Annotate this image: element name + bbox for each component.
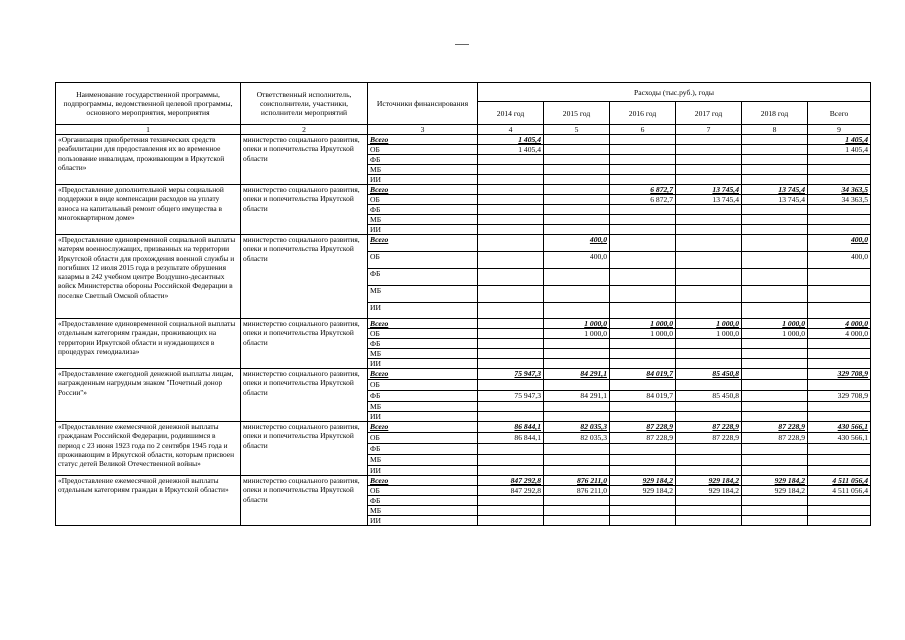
- expense-value: [808, 349, 871, 359]
- expense-value: [478, 252, 544, 269]
- expense-value: [610, 155, 676, 165]
- expense-value: [742, 145, 808, 155]
- expense-value: 87 228,9: [610, 433, 676, 444]
- expense-value: [544, 195, 610, 205]
- expense-value: 929 184,2: [610, 476, 676, 486]
- table-row: [56, 135, 871, 145]
- expense-value: [544, 516, 610, 526]
- expense-value: [676, 496, 742, 506]
- expense-value: 13 745,4: [676, 195, 742, 205]
- expense-value: [478, 225, 544, 235]
- program-name: «Предоставление ежемесячной денежной выплаты гражданам Российской Федерации, родившимся в период с 23 июня 1923 года по 2 сентября 1945 года и проживающим в Иркутской области, которым присвоен статус детей Великой Отечественной войны»: [56, 422, 241, 476]
- funding-source: ОБ: [368, 252, 478, 269]
- expense-value: [610, 286, 676, 303]
- header-expenses: Расходы (тыс.руб.), годы: [478, 83, 871, 102]
- expense-value: 75 947,3: [478, 369, 544, 380]
- responsible-executor: министерство социального развития, опеки и попечительства Иркутской области: [241, 422, 368, 476]
- expense-value: [610, 380, 676, 391]
- expense-value: 430 566,1: [808, 433, 871, 444]
- program-name: «Предоставление единовременной социальной выплаты матерям военнослужащих, призванных на территории Иркутской области для прохождения военной службы и погибших 12 июля 2015 года в результате обрушения казармы в 242 учебном центре Воздушно-десантных войск Министерства обороны Российской Федерации в поселке Светлый Омской области»: [56, 235, 241, 319]
- expense-value: [544, 225, 610, 235]
- expense-value: [742, 175, 808, 185]
- expense-value: 84 019,7: [610, 369, 676, 380]
- expense-value: 1 000,0: [742, 329, 808, 339]
- responsible-executor: министерство социального развития, опеки и попечительства Иркутской области: [241, 135, 368, 185]
- responsible-executor: министерство социального развития, опеки и попечительства Иркутской области: [241, 369, 368, 422]
- expense-value: [478, 496, 544, 506]
- expense-value: [478, 185, 544, 195]
- expense-value: 4 000,0: [808, 329, 871, 339]
- header-year: 2017 год: [676, 102, 742, 125]
- funding-source: ИИ: [368, 516, 478, 526]
- expense-value: [808, 205, 871, 215]
- table-row: [56, 185, 871, 195]
- expense-value: [676, 175, 742, 185]
- expense-value: [610, 252, 676, 269]
- expense-value: [742, 286, 808, 303]
- expense-value: [610, 506, 676, 516]
- expense-value: [610, 135, 676, 145]
- expense-value: [676, 303, 742, 319]
- expense-value: [808, 496, 871, 506]
- expense-value: 847 292,8: [478, 476, 544, 486]
- expense-value: [676, 155, 742, 165]
- expense-value: 1 405,4: [808, 135, 871, 145]
- expense-value: 86 844,1: [478, 422, 544, 433]
- expense-value: [610, 402, 676, 412]
- funding-source: Всего: [368, 422, 478, 433]
- expense-value: [610, 455, 676, 466]
- expense-value: 1 000,0: [742, 319, 808, 329]
- expense-value: [544, 455, 610, 466]
- expense-value: 82 035,3: [544, 433, 610, 444]
- expense-value: [676, 225, 742, 235]
- expense-value: [610, 516, 676, 526]
- funding-source: ОБ: [368, 145, 478, 155]
- expense-value: [742, 466, 808, 476]
- expense-value: [808, 466, 871, 476]
- expense-value: [742, 215, 808, 225]
- expense-value: [676, 444, 742, 455]
- expense-value: [676, 235, 742, 252]
- expense-value: [808, 215, 871, 225]
- expense-value: 400,0: [808, 235, 871, 252]
- funding-source: ОБ: [368, 380, 478, 391]
- expense-value: [478, 466, 544, 476]
- funding-source: ИИ: [368, 175, 478, 185]
- expense-value: [808, 175, 871, 185]
- expense-value: [808, 506, 871, 516]
- column-number: 2: [241, 125, 368, 135]
- expense-value: 876 211,0: [544, 476, 610, 486]
- expense-value: [610, 205, 676, 215]
- expense-value: [808, 412, 871, 422]
- expense-value: 430 566,1: [808, 422, 871, 433]
- expense-value: 1 000,0: [676, 319, 742, 329]
- funding-source: ФБ: [368, 444, 478, 455]
- expense-value: [544, 444, 610, 455]
- program-name: «Предоставление единовременной социальной выплаты отдельным категориям граждан, проживающих на территории Иркутской области и нуждающихся в процедурах гемодиализа»: [56, 319, 241, 369]
- expense-value: [478, 286, 544, 303]
- expense-value: [676, 516, 742, 526]
- expense-value: 4 511 056,4: [808, 476, 871, 486]
- expense-value: [610, 412, 676, 422]
- funding-source: МБ: [368, 165, 478, 175]
- funding-source: ИИ: [368, 225, 478, 235]
- expense-value: [742, 402, 808, 412]
- expense-value: [808, 402, 871, 412]
- funding-source: ИИ: [368, 303, 478, 319]
- expense-value: [544, 205, 610, 215]
- expense-value: 82 035,3: [544, 422, 610, 433]
- expense-value: [478, 329, 544, 339]
- program-name: «Предоставление дополнительной меры социальной поддержки в виде компенсации расходов на уплату взноса на капитальный ремонт общего имущества в многоквартирном доме»: [56, 185, 241, 235]
- expense-value: [676, 215, 742, 225]
- expense-value: 87 228,9: [676, 422, 742, 433]
- expense-value: [478, 215, 544, 225]
- expense-value: [478, 349, 544, 359]
- header-year: 2018 год: [742, 102, 808, 125]
- expense-value: [676, 135, 742, 145]
- expense-value: 34 363,5: [808, 185, 871, 195]
- column-number: 6: [610, 125, 676, 135]
- expense-value: [808, 286, 871, 303]
- expense-value: [742, 303, 808, 319]
- expense-value: [544, 412, 610, 422]
- funding-source: МБ: [368, 402, 478, 412]
- expense-value: [544, 286, 610, 303]
- expense-value: [610, 466, 676, 476]
- funding-source: МБ: [368, 455, 478, 466]
- funding-source: ИИ: [368, 412, 478, 422]
- expense-value: [676, 252, 742, 269]
- expense-value: [808, 339, 871, 349]
- expense-value: [478, 402, 544, 412]
- header-year: 2015 год: [544, 102, 610, 125]
- expense-value: 929 184,2: [676, 476, 742, 486]
- expense-value: [808, 269, 871, 286]
- expense-value: [676, 269, 742, 286]
- expense-value: [544, 359, 610, 369]
- expense-value: [742, 339, 808, 349]
- funding-source: ОБ: [368, 329, 478, 339]
- funding-source: Всего: [368, 135, 478, 145]
- program-name: «Предоставление ежемесячной денежной выплаты отдельным категориям граждан в Иркутской области»: [56, 476, 241, 526]
- expense-value: 84 291,1: [544, 369, 610, 380]
- expense-value: [478, 175, 544, 185]
- expense-value: [808, 380, 871, 391]
- expense-value: [742, 359, 808, 369]
- expense-value: [676, 286, 742, 303]
- expense-value: 929 184,2: [676, 486, 742, 496]
- expense-value: [742, 349, 808, 359]
- expense-value: [676, 466, 742, 476]
- funding-source: Всего: [368, 185, 478, 195]
- expense-value: [610, 269, 676, 286]
- column-number: 9: [808, 125, 871, 135]
- expense-value: 85 450,8: [676, 391, 742, 402]
- expense-value: [544, 165, 610, 175]
- expense-value: [478, 303, 544, 319]
- expense-value: 87 228,9: [610, 422, 676, 433]
- expense-value: 6 872,7: [610, 185, 676, 195]
- funding-source: ОБ: [368, 195, 478, 205]
- funding-source: Всего: [368, 235, 478, 252]
- expense-value: [676, 402, 742, 412]
- funding-source: МБ: [368, 286, 478, 303]
- expense-value: [808, 516, 871, 526]
- expense-value: 1 405,4: [808, 145, 871, 155]
- expense-value: [478, 359, 544, 369]
- header-year: Всего: [808, 102, 871, 125]
- expense-value: [742, 155, 808, 165]
- expense-value: [544, 402, 610, 412]
- expense-value: [610, 444, 676, 455]
- expense-value: [676, 359, 742, 369]
- expense-value: [544, 155, 610, 165]
- expense-value: 847 292,8: [478, 486, 544, 496]
- expense-value: [808, 155, 871, 165]
- expense-value: 85 450,8: [676, 369, 742, 380]
- funding-source: ОБ: [368, 486, 478, 496]
- expense-value: [544, 506, 610, 516]
- funding-source: МБ: [368, 349, 478, 359]
- expense-value: [742, 496, 808, 506]
- expense-value: 1 000,0: [676, 329, 742, 339]
- table-row: [56, 319, 871, 329]
- expense-value: [742, 225, 808, 235]
- expense-value: [742, 205, 808, 215]
- expense-value: [742, 235, 808, 252]
- expense-value: [742, 369, 808, 380]
- expense-value: [742, 444, 808, 455]
- column-number: 3: [368, 125, 478, 135]
- expense-value: 87 228,9: [742, 433, 808, 444]
- expense-value: 84 291,1: [544, 391, 610, 402]
- expense-value: [610, 215, 676, 225]
- expense-value: [478, 506, 544, 516]
- expense-value: 400,0: [808, 252, 871, 269]
- expense-value: [478, 195, 544, 205]
- expense-value: [742, 391, 808, 402]
- expense-value: 929 184,2: [742, 486, 808, 496]
- expense-value: 1 000,0: [544, 329, 610, 339]
- expense-value: 1 000,0: [544, 319, 610, 329]
- expense-value: [544, 380, 610, 391]
- funding-source: МБ: [368, 506, 478, 516]
- header-year: 2016 год: [610, 102, 676, 125]
- funding-source: Всего: [368, 319, 478, 329]
- expense-value: [742, 135, 808, 145]
- expense-value: [742, 380, 808, 391]
- expense-value: [478, 205, 544, 215]
- expense-value: [676, 412, 742, 422]
- expense-value: 400,0: [544, 235, 610, 252]
- program-name: «Предоставление ежегодной денежной выплаты лицам, награжденным нагрудным знаком "Почетный донор России"»: [56, 369, 241, 422]
- finance-table-wrap: [55, 82, 871, 526]
- expense-value: 87 228,9: [676, 433, 742, 444]
- expense-value: [808, 455, 871, 466]
- funding-source: ФБ: [368, 269, 478, 286]
- expense-value: [544, 135, 610, 145]
- expense-value: [742, 252, 808, 269]
- expense-value: [808, 225, 871, 235]
- expense-value: [610, 235, 676, 252]
- funding-source: ОБ: [368, 433, 478, 444]
- funding-source: ИИ: [368, 359, 478, 369]
- expense-value: [676, 205, 742, 215]
- expense-value: 1 000,0: [610, 319, 676, 329]
- header-source: Источники финансирования: [368, 83, 478, 125]
- expense-value: [544, 303, 610, 319]
- funding-source: МБ: [368, 215, 478, 225]
- expense-value: [610, 349, 676, 359]
- expense-value: [742, 269, 808, 286]
- expense-value: 1 405,4: [478, 135, 544, 145]
- header-name: Наименование государственной программы, подпрограммы, ведомственной целевой программы, основного мероприятия, мероприятия: [56, 83, 241, 125]
- expense-value: 1 000,0: [610, 329, 676, 339]
- expense-value: 86 844,1: [478, 433, 544, 444]
- column-number: 8: [742, 125, 808, 135]
- header-year: 2014 год: [478, 102, 544, 125]
- expense-value: [808, 165, 871, 175]
- funding-source: ФБ: [368, 205, 478, 215]
- funding-source: Всего: [368, 369, 478, 380]
- column-number: 5: [544, 125, 610, 135]
- expense-value: [544, 175, 610, 185]
- expense-value: [808, 303, 871, 319]
- expense-value: [676, 349, 742, 359]
- expense-value: [610, 496, 676, 506]
- expense-value: 876 211,0: [544, 486, 610, 496]
- finance-table: [55, 82, 871, 526]
- expense-value: [610, 225, 676, 235]
- expense-value: 34 363,5: [808, 195, 871, 205]
- expense-value: [676, 380, 742, 391]
- expense-value: [676, 145, 742, 155]
- expense-value: 13 745,4: [742, 195, 808, 205]
- expense-value: 4 000,0: [808, 319, 871, 329]
- responsible-executor: министерство социального развития, опеки и попечительства Иркутской области: [241, 185, 368, 235]
- table-row: [56, 476, 871, 486]
- page-dash: [455, 44, 469, 45]
- funding-source: ФБ: [368, 339, 478, 349]
- expense-value: [478, 319, 544, 329]
- expense-value: 13 745,4: [676, 185, 742, 195]
- column-number: 7: [676, 125, 742, 135]
- funding-source: ИИ: [368, 466, 478, 476]
- expense-value: [742, 412, 808, 422]
- responsible-executor: министерство социального развития, опеки и попечительства Иркутской области: [241, 319, 368, 369]
- expense-value: [478, 155, 544, 165]
- expense-value: [478, 516, 544, 526]
- program-name: «Организация приобретения технических средств реабилитации для предоставления их во временное пользование инвалидам, проживающим в Иркутской области»: [56, 135, 241, 185]
- expense-value: [742, 516, 808, 526]
- expense-value: [610, 145, 676, 155]
- expense-value: [610, 165, 676, 175]
- expense-value: [676, 506, 742, 516]
- column-number: 1: [56, 125, 241, 135]
- expense-value: 929 184,2: [742, 476, 808, 486]
- expense-value: [544, 466, 610, 476]
- expense-value: 329 708,9: [808, 369, 871, 380]
- expense-value: [544, 145, 610, 155]
- expense-value: 329 708,9: [808, 391, 871, 402]
- expense-value: [610, 175, 676, 185]
- expense-value: [610, 339, 676, 349]
- expense-value: [544, 215, 610, 225]
- header-responsible: Ответственный исполнитель, соисполнители, участники, исполнители мероприятий: [241, 83, 368, 125]
- expense-value: [742, 165, 808, 175]
- expense-value: [676, 165, 742, 175]
- expense-value: [544, 339, 610, 349]
- expense-value: 13 745,4: [742, 185, 808, 195]
- expense-value: [610, 359, 676, 369]
- expense-value: [478, 412, 544, 422]
- funding-source: ФБ: [368, 496, 478, 506]
- expense-value: [478, 269, 544, 286]
- responsible-executor: министерство социального развития, опеки и попечительства Иркутской области: [241, 235, 368, 319]
- expense-value: 4 511 056,4: [808, 486, 871, 496]
- expense-value: [544, 496, 610, 506]
- funding-source: ФБ: [368, 391, 478, 402]
- column-number: 4: [478, 125, 544, 135]
- expense-value: [676, 339, 742, 349]
- expense-value: [544, 185, 610, 195]
- table-row: [56, 235, 871, 252]
- expense-value: [478, 235, 544, 252]
- table-row: [56, 422, 871, 433]
- expense-value: [478, 455, 544, 466]
- funding-source: Всего: [368, 476, 478, 486]
- expense-value: [478, 165, 544, 175]
- expense-value: 400,0: [544, 252, 610, 269]
- expense-value: [478, 339, 544, 349]
- expense-value: 75 947,3: [478, 391, 544, 402]
- expense-value: [544, 269, 610, 286]
- expense-value: 84 019,7: [610, 391, 676, 402]
- funding-source: ФБ: [368, 155, 478, 165]
- expense-value: 6 872,7: [610, 195, 676, 205]
- expense-value: [610, 303, 676, 319]
- expense-value: [544, 349, 610, 359]
- expense-value: [742, 506, 808, 516]
- expense-value: [808, 444, 871, 455]
- expense-value: [478, 444, 544, 455]
- expense-value: 929 184,2: [610, 486, 676, 496]
- expense-value: 1 405,4: [478, 145, 544, 155]
- expense-value: [676, 455, 742, 466]
- expense-value: [478, 380, 544, 391]
- expense-value: [742, 455, 808, 466]
- responsible-executor: министерство социального развития, опеки и попечительства Иркутской области: [241, 476, 368, 526]
- expense-value: [808, 359, 871, 369]
- expense-value: 87 228,9: [742, 422, 808, 433]
- table-row: [56, 369, 871, 380]
